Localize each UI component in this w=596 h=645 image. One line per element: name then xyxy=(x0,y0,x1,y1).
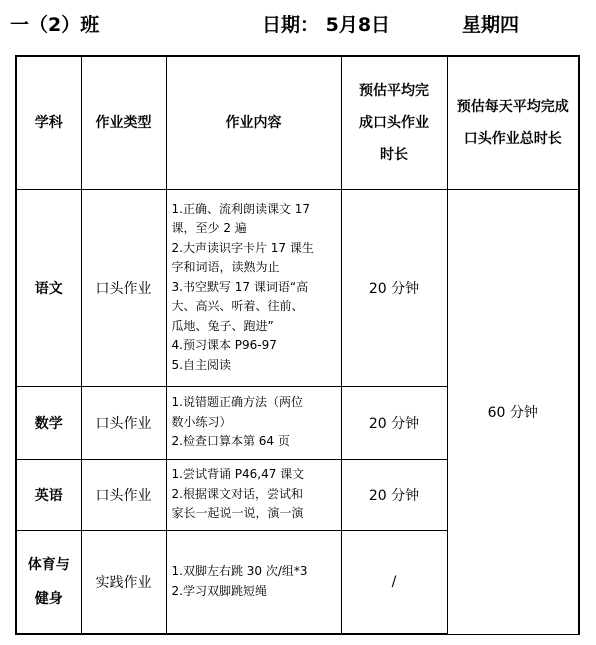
content-line: 2.学习双脚跳短绳 xyxy=(171,583,267,598)
subject-line: 体育与 xyxy=(27,556,70,573)
time-cell: 20 分钟 xyxy=(341,189,447,386)
header-total-time xyxy=(447,56,579,189)
header-avg-time-line: 预估平均完 xyxy=(359,82,429,99)
header-total-time-line: 预估每天平均完成 xyxy=(456,98,569,115)
content-cell xyxy=(166,459,341,530)
type-cell: 口头作业 xyxy=(81,189,166,386)
content-line: 数小练习） xyxy=(171,414,232,429)
content-line: 课，至少 2 遍 xyxy=(171,221,247,236)
subject-cell xyxy=(16,530,81,634)
content-cell xyxy=(166,189,341,386)
content-line: 4.预习课本 P96-97 xyxy=(171,338,277,353)
header-total-time-line: 口头作业总时长 xyxy=(463,130,562,147)
content-line: 2.检查口算本第 64 页 xyxy=(171,434,290,449)
content-line: 瓜地、兔子、跑进” xyxy=(171,318,274,333)
time-cell: / xyxy=(341,530,447,634)
table-row xyxy=(16,189,579,386)
content-line: 字和词语，读熟为止 xyxy=(171,260,280,275)
homework-table xyxy=(15,55,580,635)
content-line: 大、高兴、听着、往前、 xyxy=(171,299,304,314)
class-name: 一（2）班 xyxy=(10,14,100,36)
header-avg-time xyxy=(341,56,447,189)
content-cell xyxy=(166,530,341,634)
weekday-label: 星期四 xyxy=(462,14,520,36)
subject-line: 健身 xyxy=(34,590,63,607)
subject-cell: 英语 xyxy=(16,459,81,530)
header-content: 作业内容 xyxy=(166,56,341,189)
header-subject: 学科 xyxy=(16,56,81,189)
type-cell: 口头作业 xyxy=(81,386,166,459)
subject-cell: 数学 xyxy=(16,386,81,459)
header-avg-time-line: 时长 xyxy=(380,146,408,163)
content-line: 2.根据课文对话，尝试和 xyxy=(171,486,303,501)
type-cell: 实践作业 xyxy=(81,530,166,634)
subject-cell: 语文 xyxy=(16,189,81,386)
time-cell: 20 分钟 xyxy=(341,459,447,530)
content-line: 2.大声读识字卡片 17 课生 xyxy=(171,240,314,255)
table-header-row xyxy=(16,56,579,189)
type-cell: 口头作业 xyxy=(81,459,166,530)
content-line: 1.尝试背诵 P46,47 课文 xyxy=(171,467,305,482)
time-cell: 20 分钟 xyxy=(341,386,447,459)
content-cell xyxy=(166,386,341,459)
total-time-cell: 60 分钟 xyxy=(447,189,579,634)
header-type: 作业类型 xyxy=(81,56,166,189)
date-label: 日期： 5月8日 xyxy=(262,14,391,36)
content-line: 3.书空默写 17 课词语“高 xyxy=(171,279,309,294)
content-line: 家长一起说一说，演一演 xyxy=(171,506,304,521)
content-line: 1.说错题正确方法（两位 xyxy=(171,395,303,410)
content-line: 5.自主阅读 xyxy=(171,357,231,372)
header-avg-time-line: 成口头作业 xyxy=(359,114,429,131)
content-line: 1.正确、流利朗读课文 17 xyxy=(171,201,311,216)
content-line: 1.双脚左右跳 30 次/组*3 xyxy=(171,564,308,579)
